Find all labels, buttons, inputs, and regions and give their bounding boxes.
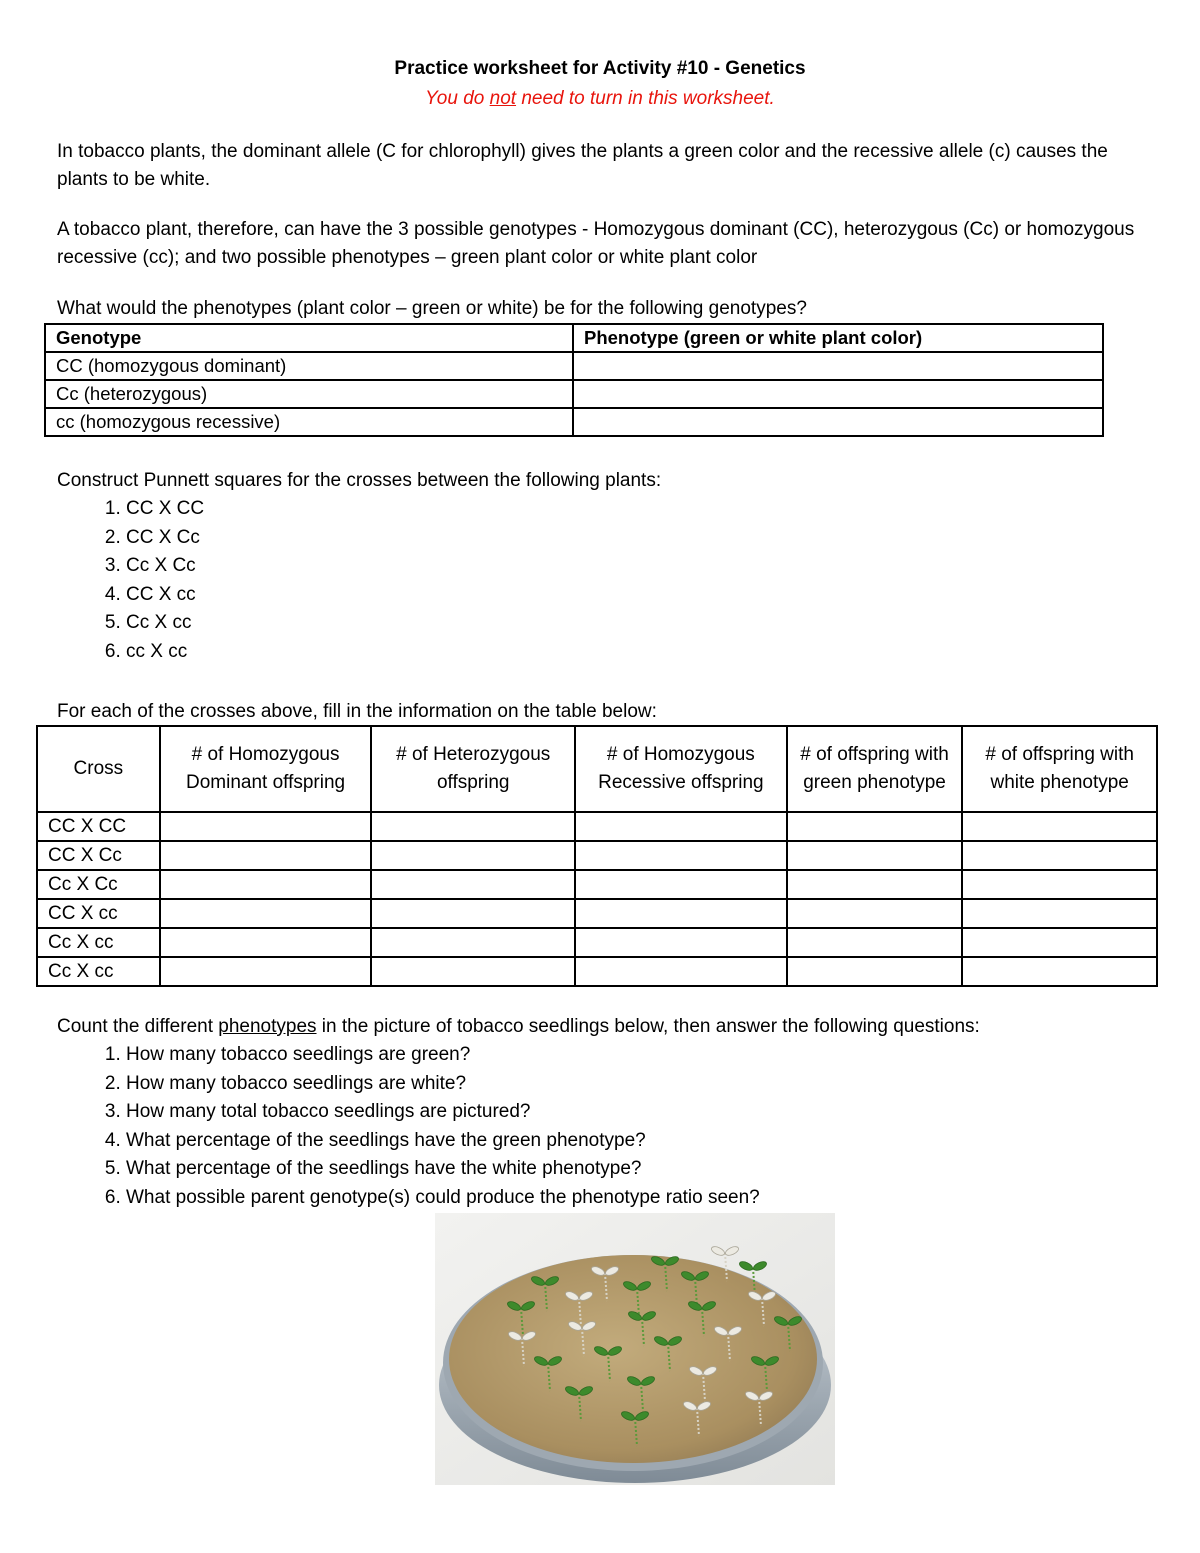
answer-cell[interactable] [962, 928, 1157, 957]
answer-cell[interactable] [371, 812, 575, 841]
answer-cell[interactable] [160, 841, 372, 870]
list-item: 5. Cc X cc [126, 609, 204, 638]
answer-cell[interactable] [962, 841, 1157, 870]
answer-cell[interactable] [787, 812, 963, 841]
seedling-intro-underlined: phenotypes [218, 1016, 317, 1037]
phenotype-answer-cell[interactable] [573, 352, 1103, 380]
table-row [37, 928, 1157, 957]
homozygous-recessive-header: # of Homozygous Recessive offspring [575, 726, 787, 812]
answer-cell[interactable] [371, 928, 575, 957]
answer-cell[interactable] [962, 812, 1157, 841]
cross-cell: CC X Cc [37, 841, 160, 870]
page-subtitle [0, 88, 1200, 110]
answer-cell[interactable] [371, 957, 575, 986]
seedling-dish-photo [435, 1213, 835, 1485]
table-row [37, 870, 1157, 899]
answer-cell[interactable] [371, 841, 575, 870]
answer-cell[interactable] [787, 870, 963, 899]
answer-cell[interactable] [160, 899, 372, 928]
cross-cell: CC X CC [37, 812, 160, 841]
answer-cell[interactable] [575, 957, 787, 986]
list-item: 2. CC X Cc [126, 524, 204, 553]
genotype-table-header [45, 324, 1103, 352]
list-item: 4. What percentage of the seedlings have the green phenotype? [126, 1127, 760, 1156]
table-row [37, 812, 1157, 841]
subtitle-pre: You do [425, 88, 490, 109]
list-item: 3. Cc X Cc [126, 552, 204, 581]
list-item: 5. What percentage of the seedlings have the white phenotype? [126, 1155, 760, 1184]
phenotype-header: Phenotype (green or white plant color) [573, 324, 1103, 352]
list-item: 1. CC X CC [126, 495, 204, 524]
green-phenotype-header: # of offspring with green phenotype [787, 726, 963, 812]
seedling-intro-post: in the picture of tobacco seedlings below, then answer the following questions: [316, 1016, 980, 1037]
table-row [45, 352, 1103, 380]
intro-paragraph-2: A tobacco plant, therefore, can have the 3 possible genotypes - Homozygous dominant (CC), heterozygous (Cc) or homozygous recessive (cc); and two possible phenotypes – green plant color or white plant color [57, 219, 1135, 268]
phenotype-answer-cell[interactable] [573, 380, 1103, 408]
genotype-cell: Cc (heterozygous) [45, 380, 573, 408]
answer-cell[interactable] [160, 957, 372, 986]
answer-cell[interactable] [787, 899, 963, 928]
heterozygous-header: # of Heterozygous offspring [371, 726, 575, 812]
list-item: 2. How many tobacco seedlings are white? [126, 1070, 760, 1099]
intro-paragraph-1: In tobacco plants, the dominant allele (C for chlorophyll) gives the plants a green color and the recessive allele (c) causes the plants to be white. [57, 141, 1108, 190]
genotype-cell: cc (homozygous recessive) [45, 408, 573, 436]
list-item: 1. How many tobacco seedlings are green? [126, 1041, 760, 1070]
answer-cell[interactable] [575, 841, 787, 870]
answer-cell[interactable] [787, 957, 963, 986]
answer-cell[interactable] [787, 841, 963, 870]
cross-list [90, 495, 204, 667]
answer-cell[interactable] [962, 899, 1157, 928]
cross-table [36, 725, 1158, 987]
list-item: 6. cc X cc [126, 638, 204, 667]
cross-cell: Cc X Cc [37, 870, 160, 899]
cross-header: Cross [37, 726, 160, 812]
cross-table-header [37, 726, 1157, 812]
punnett-instructions: Construct Punnett squares for the crosses between the following plants: [57, 470, 662, 491]
list-item: 3. How many total tobacco seedlings are pictured? [126, 1098, 760, 1127]
genotype-table [44, 323, 1104, 437]
table-row [37, 841, 1157, 870]
answer-cell[interactable] [575, 812, 787, 841]
answer-cell[interactable] [575, 870, 787, 899]
genotype-cell: CC (homozygous dominant) [45, 352, 573, 380]
answer-cell[interactable] [160, 812, 372, 841]
homozygous-dominant-header: # of Homozygous Dominant offspring [160, 726, 372, 812]
answer-cell[interactable] [962, 870, 1157, 899]
answer-cell[interactable] [371, 870, 575, 899]
answer-cell[interactable] [575, 928, 787, 957]
page-title: Practice worksheet for Activity #10 - Genetics [394, 58, 806, 79]
white-phenotype-header: # of offspring with white phenotype [962, 726, 1157, 812]
table-row [37, 957, 1157, 986]
subtitle-post: need to turn in this worksheet. [516, 88, 775, 109]
table-row [45, 408, 1103, 436]
answer-cell[interactable] [160, 870, 372, 899]
genotype-question: What would the phenotypes (plant color – green or white) be for the following genotypes? [57, 298, 807, 319]
answer-cell[interactable] [575, 899, 787, 928]
cross-cell: Cc X cc [37, 957, 160, 986]
question-list [90, 1041, 760, 1213]
seedling-instructions [57, 1013, 1147, 1041]
table-row [37, 899, 1157, 928]
cross-table-instructions: For each of the crosses above, fill in the information on the table below: [57, 701, 657, 722]
list-item: 6. What possible parent genotype(s) could produce the phenotype ratio seen? [126, 1184, 760, 1213]
subtitle-underlined: not [489, 88, 517, 109]
cross-cell: CC X cc [37, 899, 160, 928]
table-row [45, 380, 1103, 408]
phenotype-answer-cell[interactable] [573, 408, 1103, 436]
genotype-header: Genotype [45, 324, 573, 352]
cross-cell: Cc X cc [37, 928, 160, 957]
seedling-intro-pre: Count the different [57, 1016, 219, 1037]
answer-cell[interactable] [160, 928, 372, 957]
answer-cell[interactable] [371, 899, 575, 928]
list-item: 4. CC X cc [126, 581, 204, 610]
answer-cell[interactable] [787, 928, 963, 957]
answer-cell[interactable] [962, 957, 1157, 986]
